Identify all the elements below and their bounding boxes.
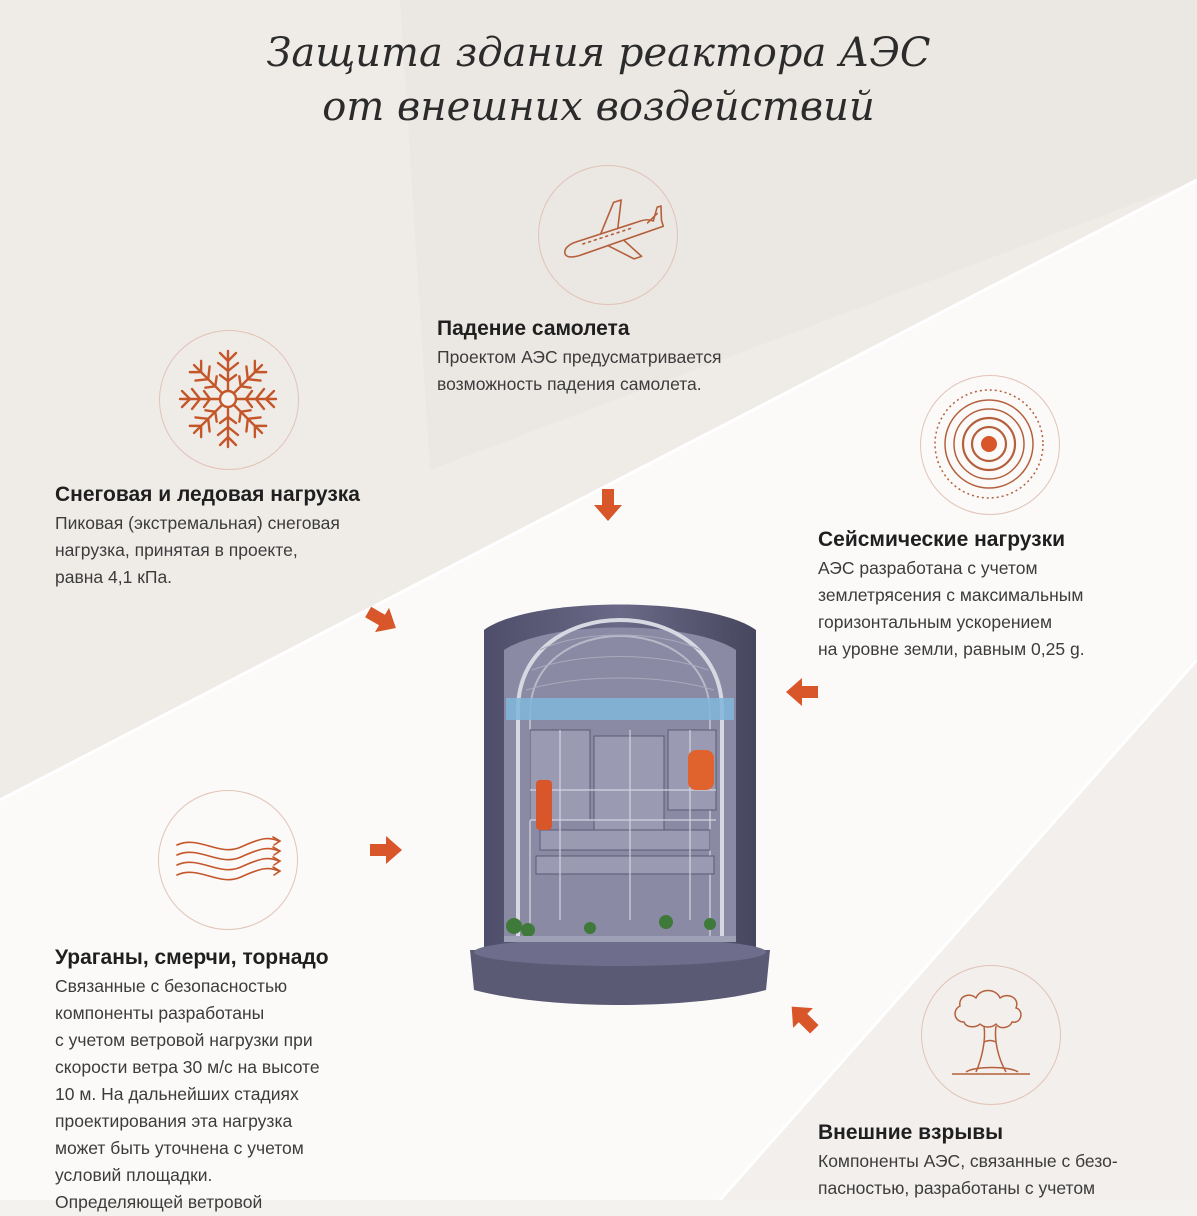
wind-heading: Ураганы, смерчи, торнадо (55, 946, 329, 969)
aircraft-section (437, 316, 817, 398)
arrow-seismic (782, 672, 822, 712)
snow-text: Пиковая (экстремальная) снеговая нагрузка, принятая в проекте, равна 4,1 кПа. (55, 513, 340, 587)
snow-heading: Снеговая и ледовая нагрузка (55, 483, 360, 506)
arrow-explosion (783, 998, 823, 1038)
explosion-icon-circle (921, 965, 1061, 1105)
wind-icon (159, 791, 296, 928)
wind-text: Связанные с безопасностью компоненты разработаны с учетом ветровой нагрузки при скорости ветра 30 м/с на высоте 10 м. На дальнейших стадиях проектирования эта нагрузка может быть уточнена с учетом условий площадки. Определяющей ветровой (55, 976, 320, 1212)
explosion-section (818, 1120, 1188, 1202)
wind-icon-circle (158, 790, 298, 930)
seismic-heading: Сейсмические нагрузки (818, 528, 1066, 551)
seismic-rings-icon (921, 376, 1058, 513)
aircraft-text: Проектом АЭС предусматривается возможность падения самолета. (437, 347, 722, 394)
arrow-snow (362, 600, 402, 640)
airplane-icon (539, 166, 676, 303)
aircraft-heading: Падение самолета (437, 317, 630, 340)
title-line-2: от внешних воздействий (322, 84, 875, 130)
snowflake-icon (160, 331, 297, 468)
page-title (0, 26, 1197, 134)
seismic-icon-circle (920, 375, 1060, 515)
snow-icon-circle (159, 330, 299, 470)
snow-section (55, 482, 435, 591)
wind-section (55, 945, 435, 1216)
arrow-aircraft (588, 485, 628, 525)
reactor-building-cutaway (470, 590, 770, 1010)
seismic-text: АЭС разработана с учетом землетрясения с максимальным горизонтальным ускорением на уровне земли, равным 0,25 g. (818, 558, 1085, 659)
aircraft-icon-circle (538, 165, 678, 305)
seismic-section (818, 527, 1188, 663)
explosion-text: Компоненты АЭС, связанные с безо- пасностью, разработаны с учетом (818, 1151, 1118, 1198)
explosion-heading: Внешние взрывы (818, 1121, 1004, 1144)
arrow-wind (366, 830, 406, 870)
title-line-1: Защита здания реактора АЭС (266, 30, 931, 76)
explosion-cloud-icon (922, 966, 1059, 1103)
